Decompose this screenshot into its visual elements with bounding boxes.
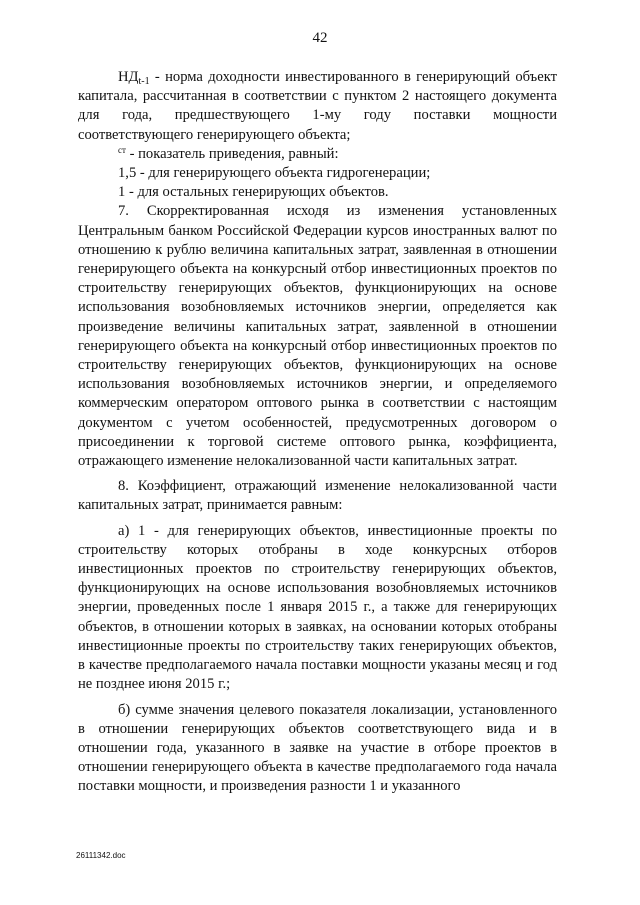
symbol-nd: НД: [118, 69, 139, 85]
paragraph-text: - показатель приведения, равный:: [125, 145, 339, 162]
paragraph-other-value: 1 - для остальных генерирующих объектов.: [118, 184, 389, 201]
symbol-nd-subscript: t-1: [138, 76, 150, 87]
page-number: 42: [312, 30, 328, 46]
symbol-superscript: ст: [118, 144, 126, 155]
footer-filename: 26111342.doc: [76, 851, 126, 860]
paragraph-item-b: б) сумме значения целевого показателя локализации, установленного в отношении генерирующих объектов соответствующего вида и в отношении года, указанного в заявке на участие в отборе проектов в отношении генерирующего объекта в качестве предполагаемого года начала поставки мощности, и произведения разности 1 и указанного: [78, 701, 557, 795]
paragraph-section-8: 8. Коэффициент, отражающий изменение нелокализованной части капитальных затрат, принимается равным:: [78, 478, 557, 514]
paragraph-hydro-value: 1,5 - для генерирующего объекта гидрогенерации;: [118, 165, 431, 182]
paragraph-rate-of-return: [78, 68, 557, 145]
paragraph-conversion-factor: [78, 145, 557, 164]
paragraph-section-7: 7. Скорректированная исходя из изменения установленных Центральным банком Российской Федерации курсов иностранных валют по отношению к рублю величина капитальных затрат, заявленная в отношении генерирующего объекта на конкурсный отбор инвестиционных проектов по строительству генерирующих объектов, функционирующих на основе использования возобновляемых источников энергии, определяется как произведение величины капитальных затрат, заявленной в отношении генерирующего объекта на конкурсный отбор инвестиционных проектов по строительству генерирующих объектов, функционирующих на основе использования возобновляемых источников энергии, и определяемого коммерческим оператором оптового рынка в соответствии с настоящим документом с учетом особенностей, предусмотренных договором о присоединении к торговой системе оптового рынка, коэффициента, отражающего изменение нелокализованной части капитальных затрат.: [78, 203, 557, 470]
paragraph-text: - норма доходности инвестированного в генерирующий объект капитала, рассчитанная в соответствии с пунктом 2 настоящего документа для года, предшествующего 1-му году поставки мощности соответствующего генерирующего объекта;: [78, 69, 557, 143]
document-body: [78, 68, 557, 797]
paragraph-item-a: а) 1 - для генерирующих объектов, инвестиционные проекты по строительству которых отобраны в ходе конкурсных отборов инвестиционных проектов по строительству генерирующих объектов, функционирующих на основе использования возобновляемых источников энергии, проведенных после 1 января 2015 г., а также для генерирующих объектов, в отношении которых в заявках, на основании которых отобраны инвестиционные проекты по строительству таких генерирующих объектов, в качестве предполагаемого начала поставки мощности указаны месяц и год не позднее июня 2015 г.;: [78, 522, 557, 693]
